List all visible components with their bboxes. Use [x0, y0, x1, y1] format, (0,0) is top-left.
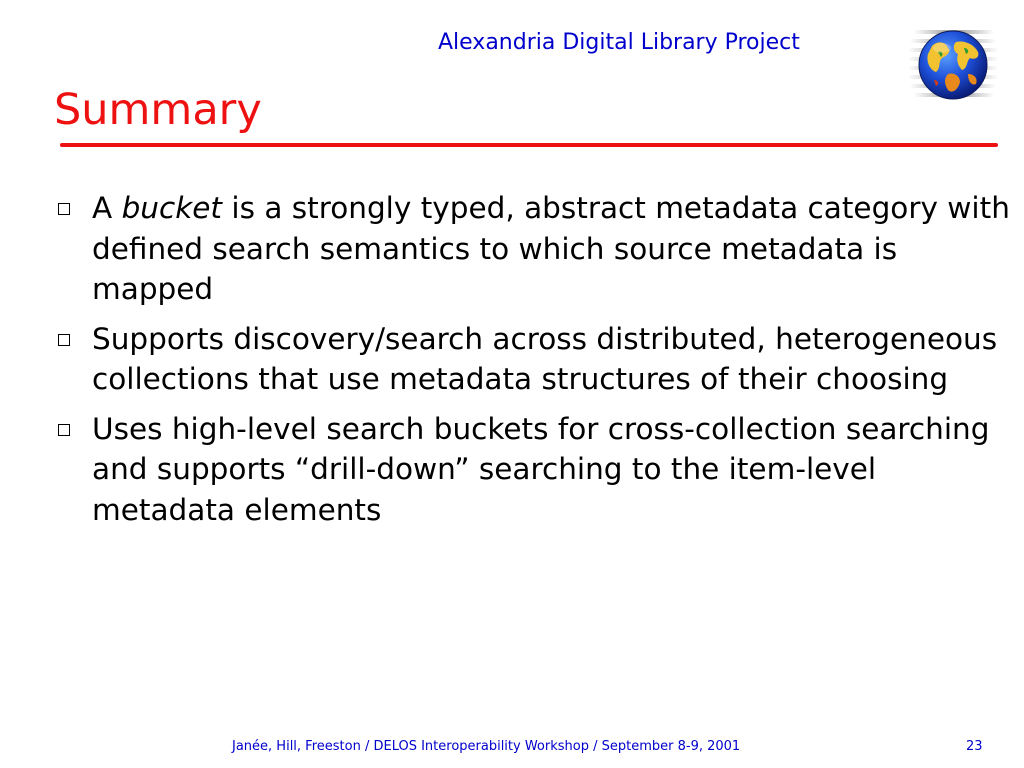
footer-citation: Janée, Hill, Freeston / DELOS Interoperability Workshop / September 8-9, 2001: [232, 739, 741, 754]
slide-title: Summary: [54, 85, 262, 135]
bullet-item: [54, 188, 1014, 310]
bullet-text: Uses high-level search buckets for cross-collection searching and supports “drill-down” searching to the item-level metadata elements: [92, 411, 990, 527]
bullet-prefix: A: [92, 191, 122, 225]
title-underline: [60, 143, 998, 147]
bullet-item: [54, 319, 1014, 400]
globe-icon: [908, 22, 998, 108]
project-name: Alexandria Digital Library Project: [438, 30, 800, 55]
bullet-text: [92, 191, 1010, 306]
square-bullet-icon: [58, 424, 70, 436]
bullet-list: [54, 188, 1014, 539]
bullet-text: Supports discovery/search across distributed, heterogeneous collections that use metadata structures of their choosing: [92, 321, 998, 396]
square-bullet-icon: [58, 334, 70, 346]
bullet-emphasis: bucket: [121, 191, 223, 225]
bullet-rest: is a strongly typed, abstract metadata category with defined search semantics to which source metadata is mapped: [92, 191, 1010, 306]
bullet-item: [54, 409, 1014, 531]
square-bullet-icon: [58, 203, 70, 215]
page-number: 23: [966, 739, 983, 754]
